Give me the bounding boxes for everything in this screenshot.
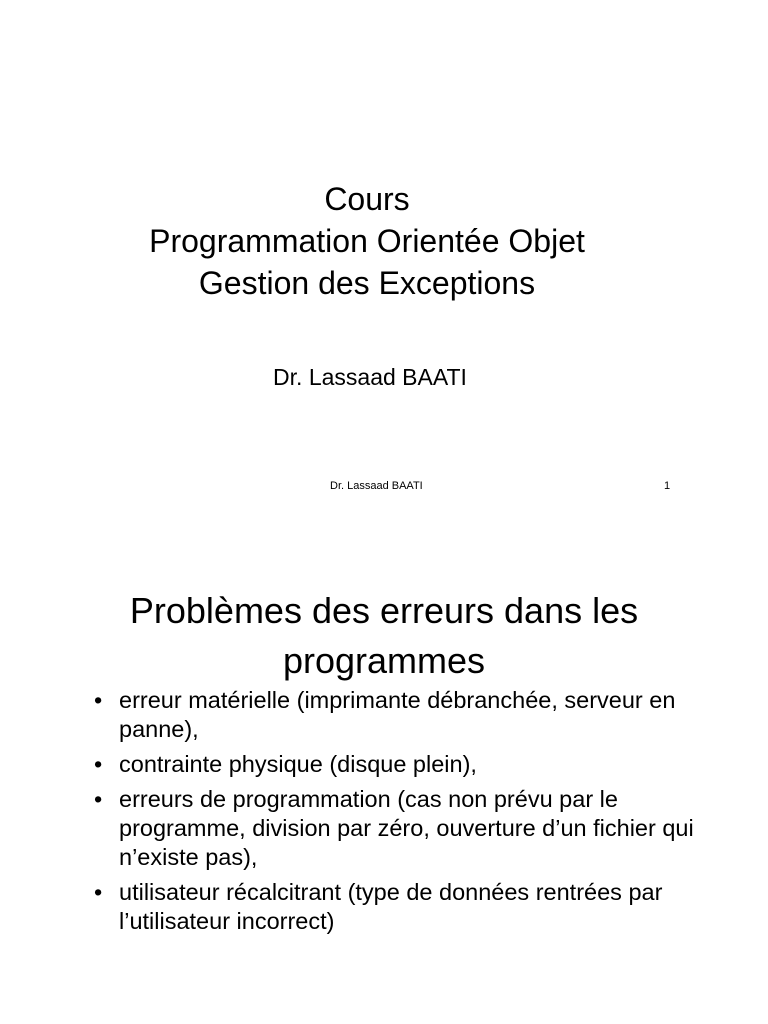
list-item-text: erreur matérielle (imprimante débranchée, serveur en panne), [119, 687, 676, 742]
bullet-icon: • [94, 751, 103, 777]
title-line: programmes [282, 640, 486, 681]
footer-author: Dr. Lassaad BAATI [330, 480, 423, 492]
list-item-text: erreurs de programmation (cas non prévu par le programme, division par zéro, ouverture d’un fichier qui n’existe pas), [119, 786, 694, 870]
list-item-text: contrainte physique (disque plein), [119, 751, 477, 777]
list-item [90, 750, 750, 779]
slide-2-title [0, 586, 768, 686]
slide-2 [0, 512, 768, 1024]
author-name: Dr. Lassaad BAATI [273, 364, 467, 390]
page-number: 1 [664, 480, 671, 492]
title-line: Cours [324, 181, 410, 217]
list-item-text: utilisateur récalcitrant (type de données rentrées par l’utilisateur incorrect) [119, 879, 663, 934]
list-item [90, 785, 750, 872]
bullet-icon: • [94, 879, 103, 905]
bullet-icon: • [94, 687, 103, 713]
bullet-icon: • [94, 786, 103, 812]
list-item [90, 686, 750, 744]
list-item [90, 878, 750, 936]
title-line: Problèmes des erreurs dans les [129, 590, 639, 631]
slide-1-title [0, 178, 734, 304]
title-line: Gestion des Exceptions [198, 265, 536, 301]
bullet-list [90, 686, 750, 942]
title-line: Programmation Orientée Objet [149, 223, 585, 259]
